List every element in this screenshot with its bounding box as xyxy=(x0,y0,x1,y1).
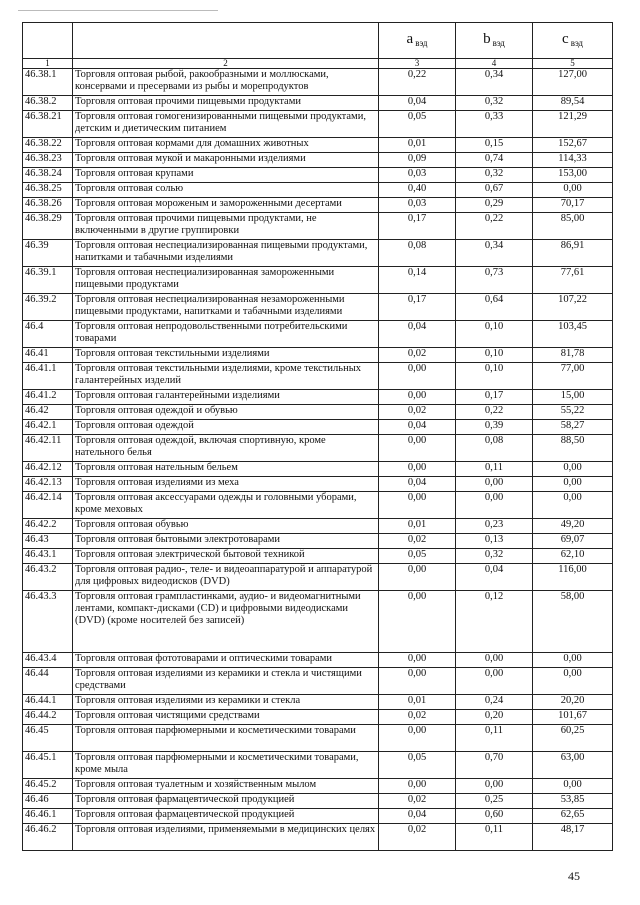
row-value-c: 0,00 xyxy=(533,779,613,794)
row-value-c: 116,00 xyxy=(533,564,613,591)
table-row xyxy=(23,435,613,462)
row-value-b: 0,64 xyxy=(456,294,533,321)
row-value-b: 0,70 xyxy=(456,752,533,779)
row-code: 46.38.23 xyxy=(23,153,73,168)
row-name: Торговля оптовая одеждой xyxy=(73,420,379,435)
column-number-row xyxy=(23,59,613,69)
row-value-b: 0,20 xyxy=(456,710,533,725)
table-row xyxy=(23,492,613,519)
row-value-c: 0,00 xyxy=(533,668,613,695)
row-value-b: 0,11 xyxy=(456,725,533,752)
row-value-a: 0,02 xyxy=(379,348,456,363)
row-name: Торговля оптовая чистящими средствами xyxy=(73,710,379,725)
row-value-c: 15,00 xyxy=(533,390,613,405)
table-row xyxy=(23,549,613,564)
table-row xyxy=(23,824,613,851)
row-value-b: 0,23 xyxy=(456,519,533,534)
coefficients-table xyxy=(22,22,613,851)
row-value-b: 0,24 xyxy=(456,695,533,710)
header-b: b $_{вэд}$ xyxy=(456,23,533,59)
row-value-a: 0,04 xyxy=(379,477,456,492)
row-code: 46.43 xyxy=(23,534,73,549)
row-value-c: 77,61 xyxy=(533,267,613,294)
row-value-c: 0,00 xyxy=(533,183,613,198)
row-code: 46.38.1 xyxy=(23,69,73,96)
column-number: 1 xyxy=(23,59,73,69)
row-code: 46.38.2 xyxy=(23,96,73,111)
row-code: 46.43.4 xyxy=(23,653,73,668)
row-value-b: 0,11 xyxy=(456,824,533,851)
page-number: 45 xyxy=(568,869,580,883)
row-value-a: 0,17 xyxy=(379,213,456,240)
row-value-c: 48,17 xyxy=(533,824,613,851)
row-code: 46.39.2 xyxy=(23,294,73,321)
table-row xyxy=(23,294,613,321)
row-value-c: 20,20 xyxy=(533,695,613,710)
row-name: Торговля оптовая парфюмерными и косметическими товарами xyxy=(73,725,379,752)
row-value-b: 0,22 xyxy=(456,213,533,240)
row-value-a: 0,05 xyxy=(379,111,456,138)
row-code: 46.42 xyxy=(23,405,73,420)
table-row xyxy=(23,390,613,405)
table-row xyxy=(23,477,613,492)
row-code: 46.45.2 xyxy=(23,779,73,794)
row-name: Торговля оптовая прочими пищевыми продуктами xyxy=(73,96,379,111)
row-code: 46.41.1 xyxy=(23,363,73,390)
table-row xyxy=(23,725,613,752)
row-value-c: 152,67 xyxy=(533,138,613,153)
row-value-b: 0,13 xyxy=(456,534,533,549)
row-value-b: 0,00 xyxy=(456,492,533,519)
header-name-cell xyxy=(73,23,379,59)
row-name: Торговля оптовая фармацевтической продукцией xyxy=(73,809,379,824)
row-value-a: 0,22 xyxy=(379,69,456,96)
row-code: 46.41 xyxy=(23,348,73,363)
row-name: Торговля оптовая солью xyxy=(73,183,379,198)
row-value-b: 0,32 xyxy=(456,96,533,111)
row-name: Торговля оптовая бытовыми электротоварами xyxy=(73,534,379,549)
row-code: 46.38.24 xyxy=(23,168,73,183)
row-name: Торговля оптовая аксессуарами одежды и головными уборами, кроме меховых xyxy=(73,492,379,519)
row-value-b: 0,74 xyxy=(456,153,533,168)
row-value-b: 0,08 xyxy=(456,435,533,462)
row-value-a: 0,00 xyxy=(379,435,456,462)
row-code: 46.4 xyxy=(23,321,73,348)
row-value-b: 0,29 xyxy=(456,198,533,213)
row-value-a: 0,04 xyxy=(379,809,456,824)
row-value-c: 0,00 xyxy=(533,492,613,519)
row-value-c: 62,10 xyxy=(533,549,613,564)
row-code: 46.46 xyxy=(23,794,73,809)
row-value-a: 0,02 xyxy=(379,824,456,851)
row-name: Торговля оптовая галантерейными изделиями xyxy=(73,390,379,405)
row-name: Торговля оптовая нательным бельем xyxy=(73,462,379,477)
table-row xyxy=(23,138,613,153)
row-value-b: 0,04 xyxy=(456,564,533,591)
row-code: 46.38.25 xyxy=(23,183,73,198)
row-code: 46.43.1 xyxy=(23,549,73,564)
row-code: 46.42.12 xyxy=(23,462,73,477)
row-name: Торговля оптовая парфюмерными и косметическими товарами, кроме мыла xyxy=(73,752,379,779)
row-code: 46.43.3 xyxy=(23,591,73,653)
row-name: Торговля оптовая текстильными изделиями, кроме текстильных галантерейных изделий xyxy=(73,363,379,390)
table-row xyxy=(23,198,613,213)
row-value-b: 0,39 xyxy=(456,420,533,435)
row-value-b: 0,60 xyxy=(456,809,533,824)
table-row xyxy=(23,462,613,477)
row-value-c: 53,85 xyxy=(533,794,613,809)
row-value-c: 86,91 xyxy=(533,240,613,267)
row-value-a: 0,05 xyxy=(379,752,456,779)
row-code: 46.43.2 xyxy=(23,564,73,591)
row-code: 46.39 xyxy=(23,240,73,267)
row-value-c: 0,00 xyxy=(533,477,613,492)
row-value-a: 0,01 xyxy=(379,695,456,710)
row-name: Торговля оптовая текстильными изделиями xyxy=(73,348,379,363)
table-row xyxy=(23,348,613,363)
row-name: Торговля оптовая туалетным и хозяйственным мылом xyxy=(73,779,379,794)
row-name: Торговля оптовая мороженым и замороженными десертами xyxy=(73,198,379,213)
row-value-a: 0,03 xyxy=(379,198,456,213)
row-name: Торговля оптовая изделиями из керамики и стекла и чистящими средствами xyxy=(73,668,379,695)
row-code: 46.42.1 xyxy=(23,420,73,435)
row-value-c: 101,67 xyxy=(533,710,613,725)
table-row xyxy=(23,420,613,435)
row-value-c: 58,27 xyxy=(533,420,613,435)
row-code: 46.42.13 xyxy=(23,477,73,492)
table-row xyxy=(23,405,613,420)
row-value-c: 0,00 xyxy=(533,653,613,668)
row-name: Торговля оптовая фототоварами и оптическими товарами xyxy=(73,653,379,668)
row-code: 46.39.1 xyxy=(23,267,73,294)
row-code: 46.38.21 xyxy=(23,111,73,138)
row-value-a: 0,08 xyxy=(379,240,456,267)
row-value-b: 0,33 xyxy=(456,111,533,138)
row-value-a: 0,00 xyxy=(379,653,456,668)
table-row xyxy=(23,591,613,653)
row-value-c: 69,07 xyxy=(533,534,613,549)
table-row xyxy=(23,653,613,668)
row-value-b: 0,32 xyxy=(456,168,533,183)
row-value-a: 0,04 xyxy=(379,96,456,111)
column-number: 5 xyxy=(533,59,613,69)
row-name: Торговля оптовая радио-, теле- и видеоаппаратурой и аппаратурой для цифровых видеодисков (DVD) xyxy=(73,564,379,591)
row-value-a: 0,17 xyxy=(379,294,456,321)
row-value-a: 0,04 xyxy=(379,321,456,348)
row-name: Торговля оптовая крупами xyxy=(73,168,379,183)
row-name: Торговля оптовая неспециализированная незамороженными пищевыми продуктами, напитками и табачными изделиями xyxy=(73,294,379,321)
row-value-b: 0,73 xyxy=(456,267,533,294)
row-name: Торговля оптовая неспециализированная замороженными пищевыми продуктами xyxy=(73,267,379,294)
row-value-b: 0,00 xyxy=(456,779,533,794)
row-value-c: 62,65 xyxy=(533,809,613,824)
row-name: Торговля оптовая прочими пищевыми продуктами, не включенными в другие группировки xyxy=(73,213,379,240)
row-value-a: 0,02 xyxy=(379,794,456,809)
table-row xyxy=(23,519,613,534)
row-name: Торговля оптовая фармацевтической продукцией xyxy=(73,794,379,809)
row-name: Торговля оптовая изделиями, применяемыми в медицинских целях xyxy=(73,824,379,851)
column-number: 2 xyxy=(73,59,379,69)
table-row xyxy=(23,809,613,824)
row-value-a: 0,40 xyxy=(379,183,456,198)
row-code: 46.46.2 xyxy=(23,824,73,851)
row-value-c: 55,22 xyxy=(533,405,613,420)
row-value-a: 0,00 xyxy=(379,591,456,653)
row-value-b: 0,25 xyxy=(456,794,533,809)
column-number: 4 xyxy=(456,59,533,69)
table-row xyxy=(23,564,613,591)
row-value-a: 0,03 xyxy=(379,168,456,183)
row-value-a: 0,02 xyxy=(379,405,456,420)
row-value-c: 89,54 xyxy=(533,96,613,111)
header-code-cell xyxy=(23,23,73,59)
row-code: 46.46.1 xyxy=(23,809,73,824)
row-name: Торговля оптовая изделиями из меха xyxy=(73,477,379,492)
row-code: 46.45 xyxy=(23,725,73,752)
row-value-c: 127,00 xyxy=(533,69,613,96)
row-value-b: 0,32 xyxy=(456,549,533,564)
table-row xyxy=(23,267,613,294)
row-name: Торговля оптовая мукой и макаронными изделиями xyxy=(73,153,379,168)
row-code: 46.42.11 xyxy=(23,435,73,462)
row-value-a: 0,00 xyxy=(379,564,456,591)
table-row xyxy=(23,321,613,348)
table-row xyxy=(23,153,613,168)
row-value-b: 0,34 xyxy=(456,69,533,96)
row-value-c: 85,00 xyxy=(533,213,613,240)
row-value-b: 0,00 xyxy=(456,668,533,695)
row-value-a: 0,00 xyxy=(379,492,456,519)
row-name: Торговля оптовая рыбой, ракообразными и моллюсками, консервами и пресервами из рыбы и морепродуктов xyxy=(73,69,379,96)
table-header-row xyxy=(23,23,613,59)
row-value-a: 0,00 xyxy=(379,779,456,794)
row-value-b: 0,00 xyxy=(456,477,533,492)
row-value-c: 121,29 xyxy=(533,111,613,138)
row-name: Торговля оптовая неспециализированная пищевыми продуктами, напитками и табачными изделиями xyxy=(73,240,379,267)
row-value-c: 58,00 xyxy=(533,591,613,653)
row-code: 46.45.1 xyxy=(23,752,73,779)
row-value-a: 0,05 xyxy=(379,549,456,564)
table-row xyxy=(23,534,613,549)
table-row xyxy=(23,710,613,725)
row-value-a: 0,14 xyxy=(379,267,456,294)
header-c: c $_{вэд}$ xyxy=(533,23,613,59)
row-name: Торговля оптовая грампластинками, аудио- и видеомагнитными лентами, компакт-дисками (CD) и цифровыми видеодисками (DVD) (кроме носителей без записей) xyxy=(73,591,379,653)
row-value-a: 0,02 xyxy=(379,710,456,725)
row-value-c: 70,17 xyxy=(533,198,613,213)
row-value-c: 60,25 xyxy=(533,725,613,752)
header-a: a $_{вэд}$ xyxy=(379,23,456,59)
row-value-a: 0,00 xyxy=(379,725,456,752)
table-row xyxy=(23,69,613,96)
row-code: 46.44.1 xyxy=(23,695,73,710)
row-value-b: 0,67 xyxy=(456,183,533,198)
row-value-c: 49,20 xyxy=(533,519,613,534)
row-value-c: 0,00 xyxy=(533,462,613,477)
row-value-c: 81,78 xyxy=(533,348,613,363)
row-value-b: 0,10 xyxy=(456,321,533,348)
table-row xyxy=(23,794,613,809)
row-value-a: 0,00 xyxy=(379,462,456,477)
row-name: Торговля оптовая непродовольственными потребительскими товарами xyxy=(73,321,379,348)
table-row xyxy=(23,96,613,111)
column-number: 3 xyxy=(379,59,456,69)
row-value-c: 77,00 xyxy=(533,363,613,390)
row-code: 46.42.14 xyxy=(23,492,73,519)
row-value-a: 0,01 xyxy=(379,519,456,534)
row-value-b: 0,17 xyxy=(456,390,533,405)
row-value-a: 0,02 xyxy=(379,534,456,549)
row-value-c: 103,45 xyxy=(533,321,613,348)
row-value-b: 0,12 xyxy=(456,591,533,653)
table-row xyxy=(23,695,613,710)
row-value-b: 0,15 xyxy=(456,138,533,153)
row-value-b: 0,10 xyxy=(456,348,533,363)
table-row xyxy=(23,779,613,794)
table-row xyxy=(23,363,613,390)
row-value-b: 0,34 xyxy=(456,240,533,267)
row-value-a: 0,00 xyxy=(379,390,456,405)
row-value-b: 0,00 xyxy=(456,653,533,668)
table-row xyxy=(23,183,613,198)
row-code: 46.38.26 xyxy=(23,198,73,213)
row-value-a: 0,00 xyxy=(379,363,456,390)
table-row xyxy=(23,668,613,695)
table-row xyxy=(23,111,613,138)
row-value-c: 63,00 xyxy=(533,752,613,779)
table-row xyxy=(23,240,613,267)
row-value-b: 0,10 xyxy=(456,363,533,390)
row-code: 46.44 xyxy=(23,668,73,695)
row-name: Торговля оптовая электрической бытовой техникой xyxy=(73,549,379,564)
row-code: 46.38.29 xyxy=(23,213,73,240)
row-value-c: 114,33 xyxy=(533,153,613,168)
row-code: 46.41.2 xyxy=(23,390,73,405)
row-code: 46.38.22 xyxy=(23,138,73,153)
top-rule xyxy=(18,10,218,11)
row-code: 46.42.2 xyxy=(23,519,73,534)
row-value-c: 153,00 xyxy=(533,168,613,183)
row-code: 46.44.2 xyxy=(23,710,73,725)
row-value-b: 0,22 xyxy=(456,405,533,420)
row-value-b: 0,11 xyxy=(456,462,533,477)
row-name: Торговля оптовая кормами для домашних животных xyxy=(73,138,379,153)
row-value-a: 0,00 xyxy=(379,668,456,695)
row-value-c: 88,50 xyxy=(533,435,613,462)
row-name: Торговля оптовая одеждой и обувью xyxy=(73,405,379,420)
table-row xyxy=(23,168,613,183)
row-name: Торговля оптовая одеждой, включая спортивную, кроме нательного белья xyxy=(73,435,379,462)
row-name: Торговля оптовая гомогенизированными пищевыми продуктами, детским и диетическим питанием xyxy=(73,111,379,138)
table-row xyxy=(23,213,613,240)
row-value-a: 0,04 xyxy=(379,420,456,435)
row-name: Торговля оптовая изделиями из керамики и стекла xyxy=(73,695,379,710)
row-value-c: 107,22 xyxy=(533,294,613,321)
row-value-a: 0,09 xyxy=(379,153,456,168)
row-value-a: 0,01 xyxy=(379,138,456,153)
row-name: Торговля оптовая обувью xyxy=(73,519,379,534)
table-row xyxy=(23,752,613,779)
